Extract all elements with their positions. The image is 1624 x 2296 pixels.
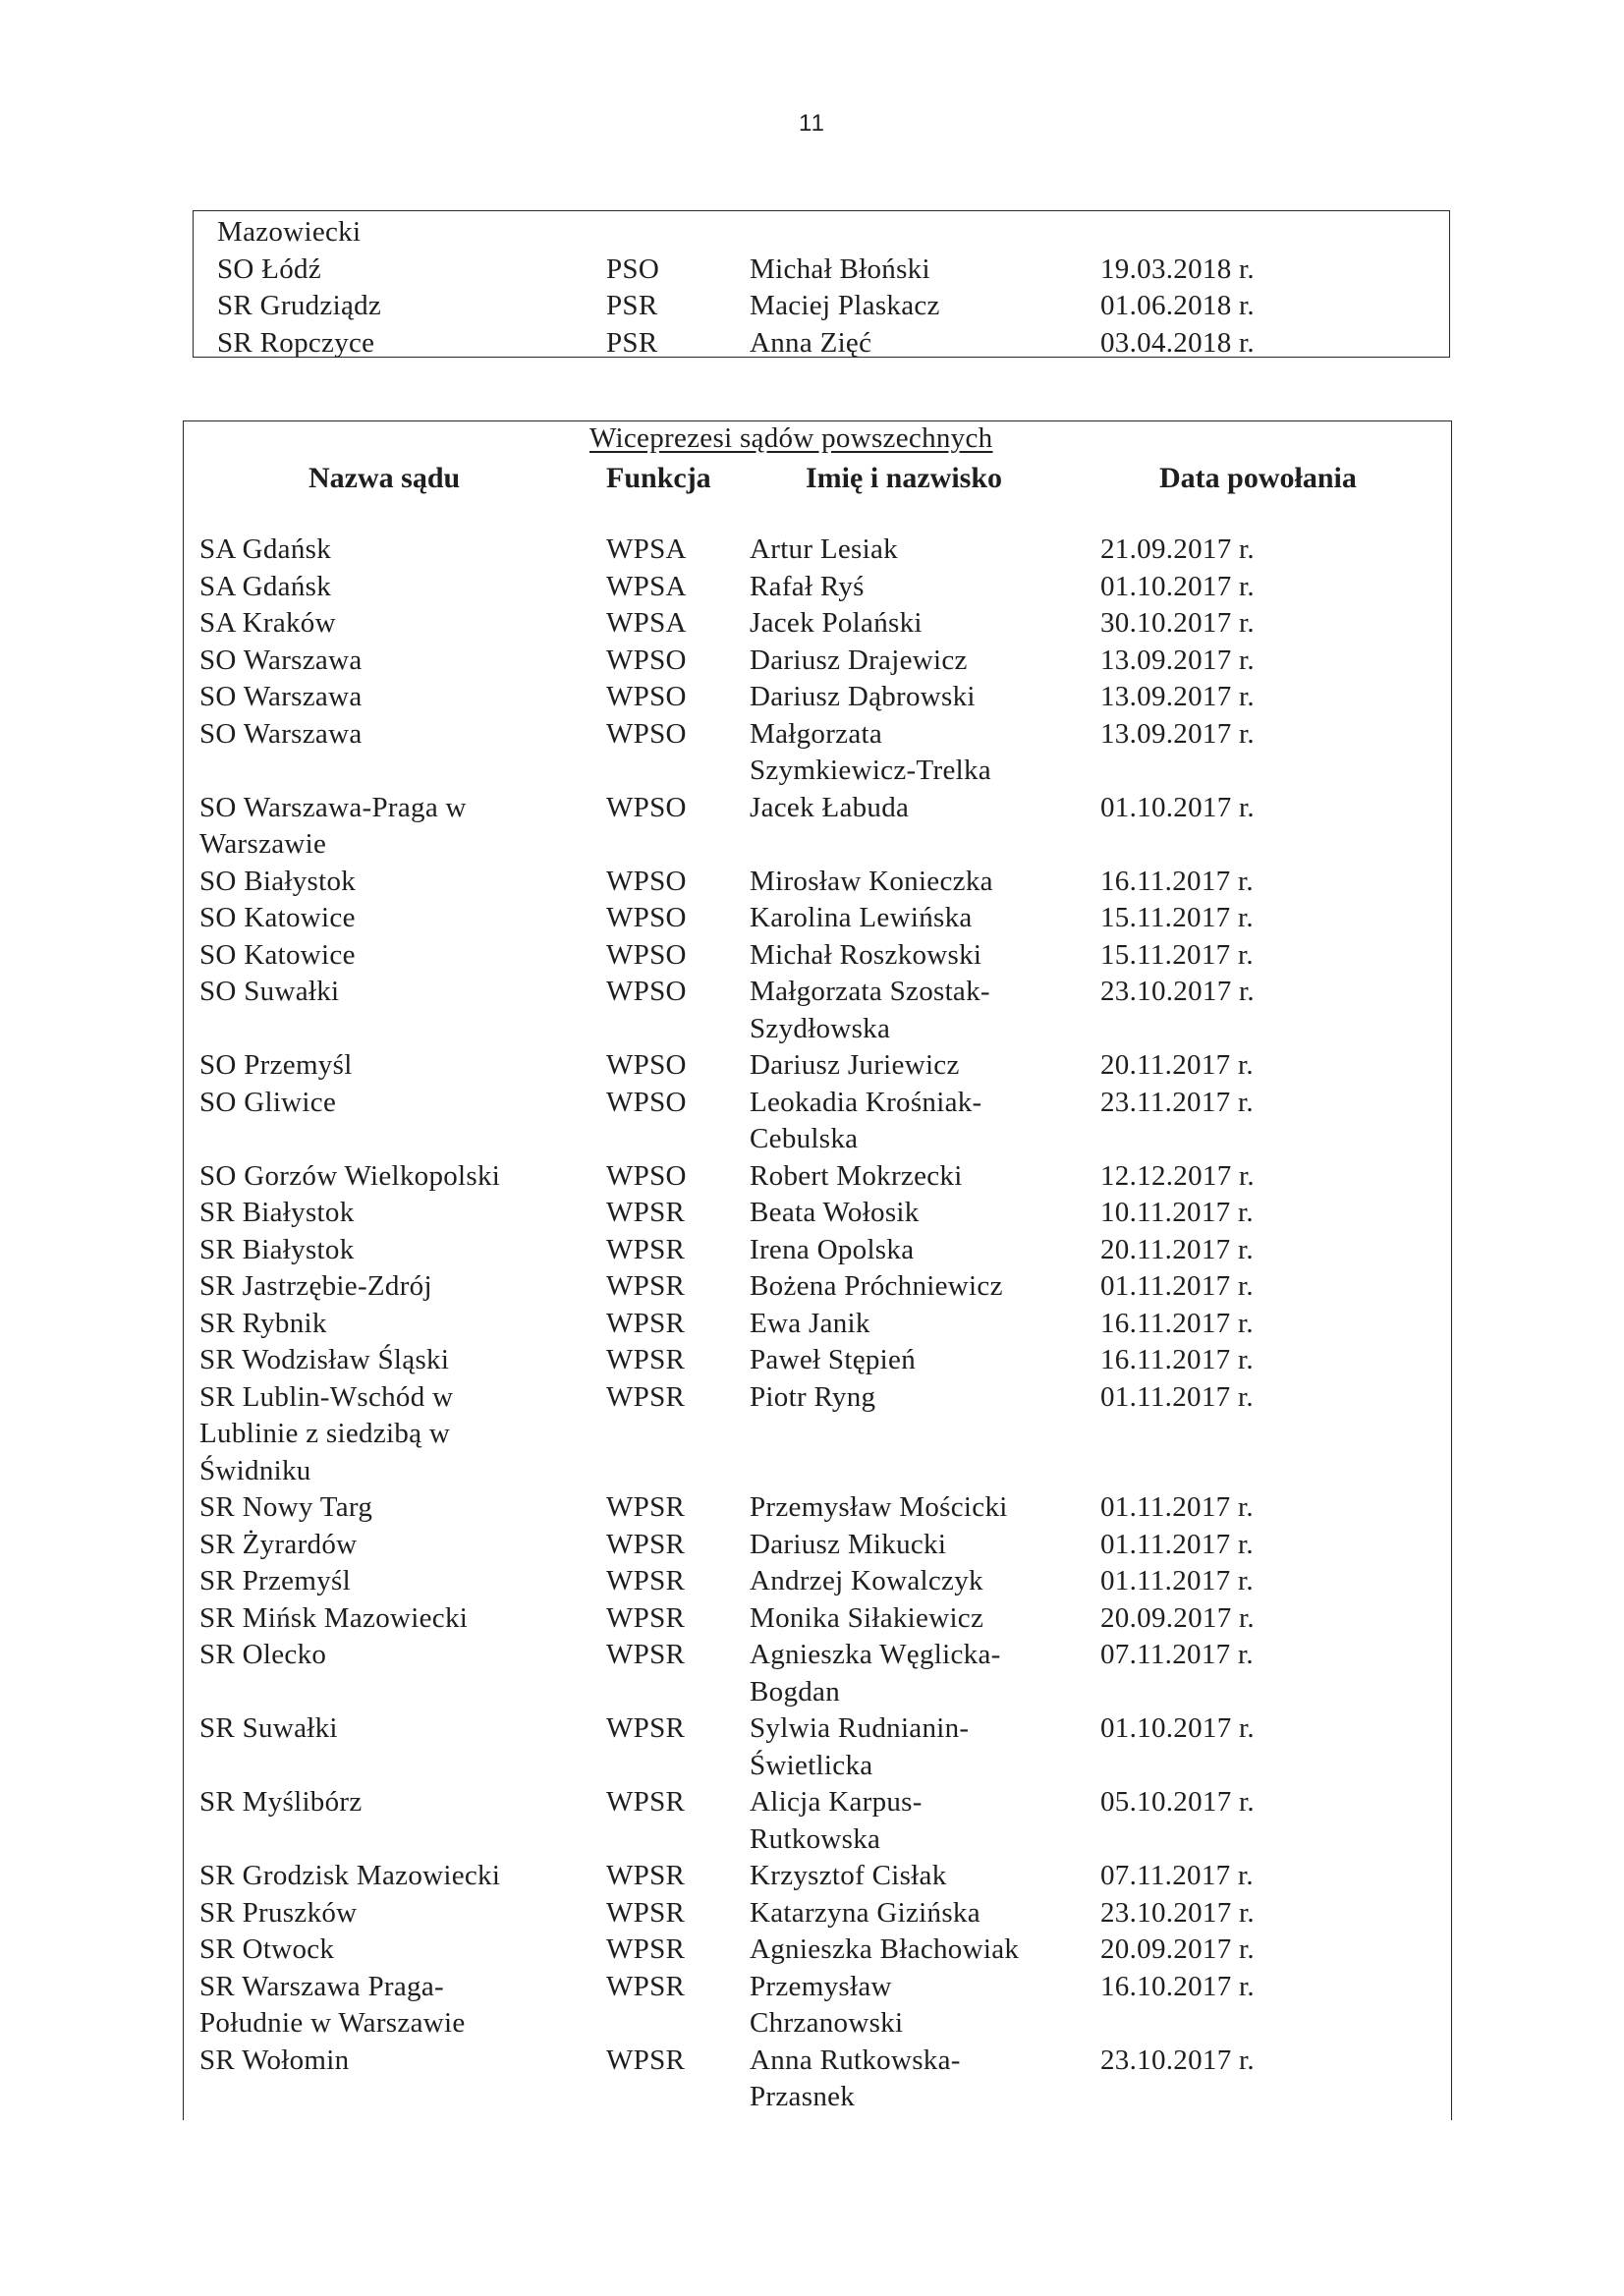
court-name: SO Warszawa [199,717,363,750]
person-name: Dariusz Drajewicz [750,644,968,676]
person-name: Przasnek [750,2081,856,2112]
person-name: Katarzyna Gizińska [750,1896,980,1929]
person-name: Bożena Próchniewicz [750,1270,1003,1302]
appointment-date: 01.10.2017 r. [1100,791,1255,823]
person-name: Szydłowska [750,1012,891,1044]
function-code: WPSO [606,938,687,971]
function-code: WPSR [606,1565,686,1596]
person-name: Monika Siłakiewicz [750,1601,984,1634]
person-name: Agnieszka Błachowiak [750,1933,1020,1965]
function-code: WPSR [606,2044,686,2076]
function-code: WPSR [606,1528,686,1560]
court-name: Południe w Warszawie [199,2007,466,2039]
person-name: Piotr Ryng [750,1380,876,1413]
appointment-date: 01.11.2017 r. [1100,1491,1254,1523]
person-name: Dariusz Dąbrowski [750,681,976,712]
person-name: Małgorzata Szostak- [750,976,990,1007]
person-name: Krzysztof Cisłak [750,1860,947,1891]
court-name: SR Ropczyce [217,326,375,359]
function-code: WPSO [606,865,687,897]
court-name: SO Katowice [199,938,356,971]
court-name: Mazowiecki [217,216,362,248]
court-name: SO Katowice [199,902,356,933]
person-name: Artur Lesiak [750,533,898,565]
appointment-date: 12.12.2017 r. [1100,1159,1255,1192]
person-name: Agnieszka Węglicka- [750,1639,1001,1670]
appointment-date: 01.11.2017 r. [1100,1270,1254,1302]
court-name: SO Gliwice [199,1086,337,1118]
person-name: Maciej Plaskacz [750,290,940,321]
function-code: WPSA [606,533,687,565]
court-name: SR Warszawa Praga- [199,1970,444,2002]
person-name: Rafał Ryś [750,570,865,602]
function-code: WPSO [606,1086,687,1118]
court-name: SO Przemyśl [199,1049,353,1081]
person-name: Szymkiewicz-Trelka [750,755,991,786]
appointment-date: 01.10.2017 r. [1100,570,1255,602]
court-name: SO Warszawa [199,644,363,676]
appointment-date: 20.11.2017 r. [1100,1233,1254,1265]
court-name: SR Nowy Targ [199,1491,373,1523]
function-code: WPSO [606,791,687,823]
appointment-date: 05.10.2017 r. [1100,1786,1255,1818]
court-name: SR Białystok [199,1233,355,1265]
person-name: Alicja Karpus- [750,1786,923,1818]
person-name: Świetlicka [750,1749,873,1781]
court-name: Lublinie z siedzibą w [199,1418,451,1449]
appointment-date: 01.11.2017 r. [1100,1565,1254,1596]
appointment-date: 07.11.2017 r. [1100,1860,1254,1891]
function-code: WPSR [606,1786,686,1818]
function-code: WPSA [606,570,687,602]
person-name: Beata Wołosik [750,1197,920,1228]
person-name: Paweł Stępień [750,1344,917,1375]
person-name: Ewa Janik [750,1307,870,1339]
person-name: Anna Rutkowska- [750,2044,961,2076]
function-code: WPSR [606,1380,686,1413]
person-name: Jacek Łabuda [750,791,910,823]
person-name: Przemysław Mościcki [750,1491,1008,1523]
court-name: Warszawie [199,828,327,860]
court-name: SR Suwałki [199,1712,338,1744]
function-code: WPSR [606,1307,686,1339]
header-court-name: Nazwa sądu [308,462,461,494]
person-name: Małgorzata [750,717,883,750]
appointment-date: 16.11.2017 r. [1100,1344,1254,1375]
function-code: WPSR [606,1197,686,1228]
person-name: Andrzej Kowalczyk [750,1565,983,1596]
appointment-date: 16.10.2017 r. [1100,1970,1255,2002]
function-code: WPSO [606,1159,687,1192]
appointment-date: 01.11.2017 r. [1100,1528,1254,1560]
appointment-date: 21.09.2017 r. [1100,533,1255,565]
header-full-name: Imię i nazwisko [806,462,1003,494]
court-name: SA Gdańsk [199,570,332,602]
person-name: Robert Mokrzecki [750,1159,963,1192]
court-name: SA Gdańsk [199,533,332,565]
function-code: WPSO [606,902,687,933]
function-code: WPSR [606,1601,686,1634]
court-name: SO Białystok [199,865,357,897]
function-code: WPSO [606,1049,687,1081]
function-code: WPSR [606,1970,686,2002]
function-code: WPSR [606,1344,686,1375]
person-name: Michał Roszkowski [750,938,982,971]
court-name: SO Gorzów Wielkopolski [199,1159,501,1192]
function-code: WPSR [606,1712,686,1744]
court-name: SO Warszawa [199,681,363,712]
function-code: WPSA [606,607,687,639]
table-caption: Wiceprezesi sądów powszechnych [589,422,993,454]
header-function: Funkcja [606,462,711,494]
person-name: Rutkowska [750,1822,881,1855]
function-code: WPSR [606,1233,686,1265]
person-name: Karolina Lewińska [750,902,973,933]
court-name: SR Grodzisk Mazowiecki [199,1860,501,1891]
function-code: WPSR [606,1896,686,1929]
function-code: PSR [606,326,658,359]
appointment-date: 03.04.2018 r. [1100,326,1255,359]
function-code: PSR [606,290,658,321]
person-name: Irena Opolska [750,1233,915,1265]
court-name: SR Otwock [199,1933,335,1965]
court-name: SR Białystok [199,1197,355,1228]
court-name: SO Warszawa-Praga w [199,791,467,823]
court-name: SR Lublin-Wschód w [199,1380,454,1413]
appointment-date: 19.03.2018 r. [1100,252,1255,285]
function-code: WPSO [606,717,687,750]
appointment-date: 07.11.2017 r. [1100,1639,1254,1670]
appointment-date: 23.10.2017 r. [1100,2044,1255,2076]
appointment-date: 13.09.2017 r. [1100,644,1255,676]
court-name: SR Wodzisław Śląski [199,1344,450,1375]
function-code: WPSR [606,1491,686,1523]
function-code: WPSR [606,1860,686,1891]
court-name: Świdniku [199,1454,311,1486]
function-code: WPSO [606,976,687,1007]
court-name: SR Przemyśl [199,1565,351,1596]
person-name: Anna Zięć [750,326,872,359]
appointment-date: 20.09.2017 r. [1100,1601,1255,1634]
function-code: WPSR [606,1933,686,1965]
appointment-date: 15.11.2017 r. [1100,902,1254,933]
appointment-date: 10.11.2017 r. [1100,1197,1254,1228]
court-name: SR Rybnik [199,1307,327,1339]
function-code: WPSR [606,1270,686,1302]
person-name: Bogdan [750,1675,841,1708]
person-name: Leokadia Krośniak- [750,1086,982,1118]
person-name: Jacek Polański [750,607,923,639]
function-code: WPSO [606,644,687,676]
person-name: Dariusz Mikucki [750,1528,947,1560]
court-name: SR Grudziądz [217,290,382,321]
person-name: Cebulska [750,1123,859,1154]
court-name: SO Suwałki [199,976,340,1007]
person-name: Przemysław [750,1970,892,2002]
appointment-date: 23.10.2017 r. [1100,976,1255,1007]
court-name: SA Kraków [199,607,336,639]
appointment-date: 15.11.2017 r. [1100,938,1254,971]
appointment-date: 16.11.2017 r. [1100,1307,1254,1339]
appointment-date: 20.11.2017 r. [1100,1049,1254,1081]
appointment-date: 23.10.2017 r. [1100,1896,1255,1929]
person-name: Dariusz Juriewicz [750,1049,960,1081]
appointment-date: 16.11.2017 r. [1100,865,1254,897]
appointment-date: 13.09.2017 r. [1100,681,1255,712]
court-name: SR Jastrzębie-Zdrój [199,1270,432,1302]
appointment-date: 13.09.2017 r. [1100,717,1255,750]
appointment-date: 23.11.2017 r. [1100,1086,1254,1118]
person-name: Chrzanowski [750,2007,904,2039]
appointment-date: 30.10.2017 r. [1100,607,1255,639]
appointment-date: 01.11.2017 r. [1100,1380,1254,1413]
person-name: Mirosław Konieczka [750,865,993,897]
function-code: PSO [606,252,660,285]
appointment-date: 01.06.2018 r. [1100,290,1255,321]
court-name: SR Mińsk Mazowiecki [199,1601,469,1634]
person-name: Michał Błoński [750,252,930,285]
header-appointment-date: Data powołania [1159,462,1357,494]
court-name: SR Pruszków [199,1896,358,1929]
court-name: SO Łódź [217,252,322,285]
page-number: 11 [799,110,825,137]
function-code: WPSO [606,681,687,712]
function-code: WPSR [606,1639,686,1670]
person-name: Sylwia Rudnianin- [750,1712,970,1744]
appointment-date: 20.09.2017 r. [1100,1933,1255,1965]
court-name: SR Żyrardów [199,1528,358,1560]
court-name: SR Wołomin [199,2044,350,2076]
court-name: SR Myślibórz [199,1786,363,1818]
court-name: SR Olecko [199,1639,327,1670]
appointment-date: 01.10.2017 r. [1100,1712,1255,1744]
